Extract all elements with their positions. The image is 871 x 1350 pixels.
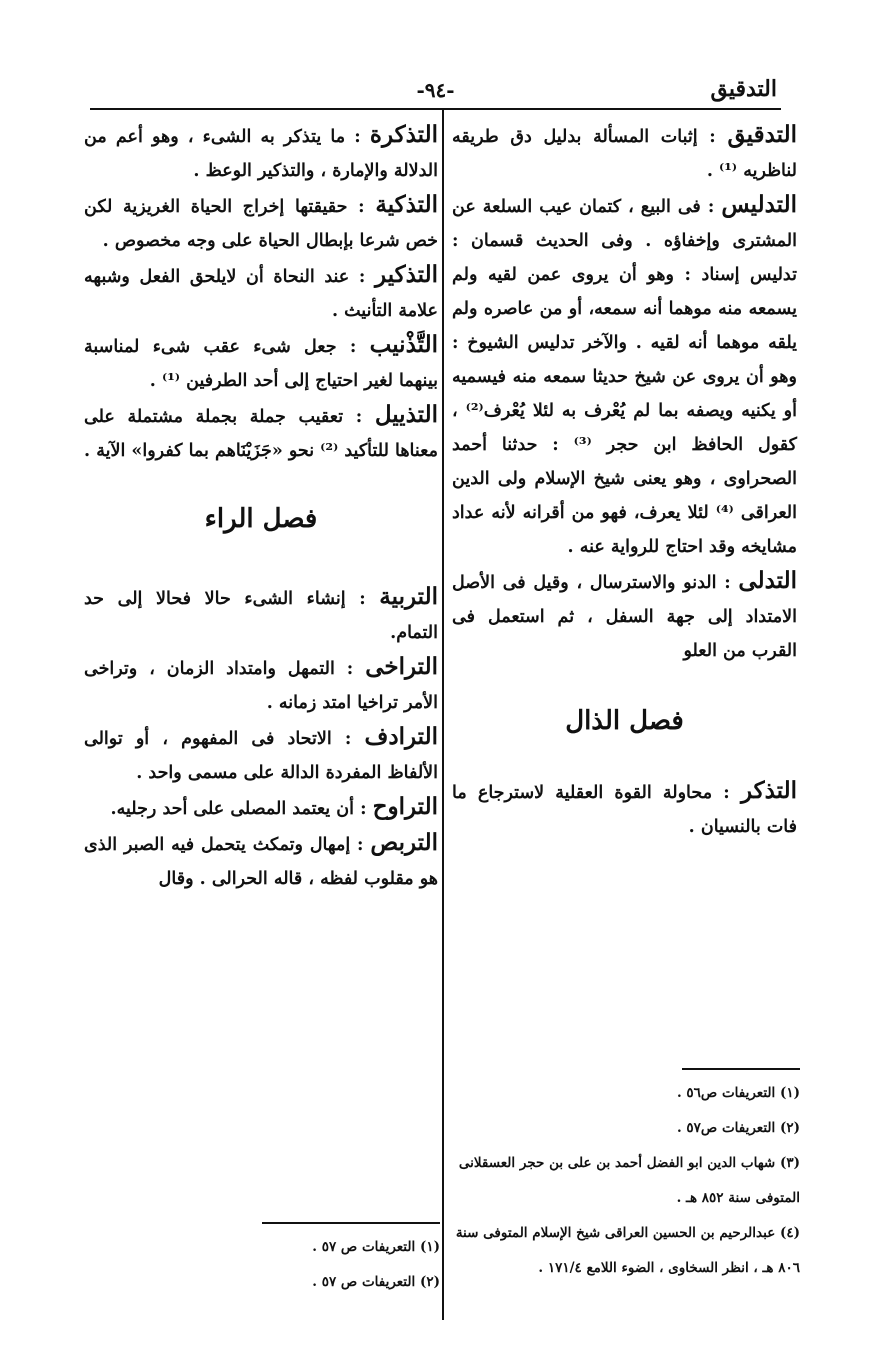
entry [84,650,438,720]
entry-term: التدقيق [727,121,797,148]
entry-term: التذكر [740,777,797,804]
entry [84,118,438,188]
footnote: (٣) شهاب الدين ابو الفضل أحمد بن على بن حجر العسقلانى المتوفى سنة ٨٥٢ هـ . [458,1155,800,1206]
page-header [90,72,781,110]
entry-definition: : أن يعتمد المصلى على أحد رجليه. [110,799,373,819]
entry-definition: : محاولة القوة العقلية لاسترجاع ما فات بالنسيان . [452,783,797,837]
entry-term: التذكير [375,261,438,288]
entry-term: التربية [379,583,438,610]
entry [452,118,797,188]
entry-definition: : جعل شىء عقب شىء لمناسبة بينهما لغير احتياج إلى أحد الطرفين ⁽¹⁾ . [84,337,438,391]
entry-definition: : فى البيع ، كتمان عيب السلعة عن المشترى وإخفاؤه . وفى الحديث قسمان : تدليس إسناد : وهو أن يروى عمن لقيه ولم يسمعه منه موهما أنه سمعه، أو من عاصره ولم يلقه موهما أنه لقيه . والآخر تدليس الشيوخ : وهو أن يروى عن شيخ حديثا سمعه منه فيسميه أو يكنيه ويصفه بما لم يُعْرف به لئلا يُعْرف⁽²⁾ ، كقول الحافظ ابن حجر ⁽³⁾ : حدثنا أحمد الصحراوى ، وهو يعنى شيخ الإسلام ولى الدين العراقى ⁽⁴⁾ لئلا يعرف، فهو من أقرانه لأنه عداد مشايخه وقد احتاج للرواية عنه . [452,197,797,557]
entry-term: التذكية [375,191,438,218]
entry-term: التدلى [738,567,797,594]
entry-definition: : الدنو والاسترسال ، وقيل فى الأصل الامتداد إلى جهة السفل ، ثم استعمل فى القرب من العلو [452,573,797,661]
entry-term: التذييل [374,401,438,428]
footnote: (١) التعريفات ص٥٦ . [677,1085,800,1101]
entry-definition: : ما يتذكر به الشىء ، وهو أعم من الدلالة والإمارة ، والتذكير الوعظ . [84,127,438,181]
entry-term: الترادف [364,723,438,750]
entry-definition: : إمهال وتمكث يتحمل فيه الصبر الذى هو مقلوب لفظه ، قاله الحرالى . وقال [84,835,438,889]
entry [84,188,438,258]
left-footnotes [250,1222,440,1300]
right-footnotes [448,1068,800,1286]
page-number: -٩٤- [416,78,455,102]
entry-term: التَّذْنيب [369,331,438,358]
entry [84,328,438,398]
right-column [452,118,797,844]
footnote: (٢) التعريفات ص ٥٧ . [312,1274,440,1290]
entry-term: التدليس [721,191,797,218]
entry-term: التراوح [372,793,438,820]
entry-definition: : الاتحاد فى المفهوم ، أو توالى الألفاظ المفردة الدالة على مسمى واحد . [84,729,438,783]
entry-definition: : تعقيب جملة بجملة مشتملة على معناها للتأكيد ⁽²⁾ نحو «جَزَيْنَاهم بما كفروا» الآية . [84,407,438,461]
entry-definition: : عند النحاة أن لايلحق الفعل وشبهه علامة التأنيث . [84,267,438,321]
entry-term: التذكرة [369,121,438,148]
left-column [84,118,438,896]
entry-definition: : إثبات المسألة بدليل دق طريقه لناظريه ⁽¹⁾ . [452,127,797,181]
footnote-rule [262,1222,440,1224]
entry [84,790,438,826]
section-title: فصل الراء [204,504,318,534]
footnote-rule [682,1068,800,1070]
running-title: التدقيق [710,76,777,102]
section-title: فصل الذال [565,706,684,736]
entry [452,564,797,668]
entry-term: التراخى [365,653,438,680]
entry [84,398,438,468]
footnote: (١) التعريفات ص ٥٧ . [312,1239,440,1255]
entry [84,826,438,896]
entry-term: التربص [370,829,438,856]
entry-definition: : التمهل وامتداد الزمان ، وتراخى الأمر تراخيا امتد زمانه . [84,659,438,713]
entry [452,774,797,844]
footnote: (٤) عبدالرحيم بن الحسين العراقى شيخ الإسلام المتوفى سنة ٨٠٦ هـ ، انظر السخاوى ، الضوء اللامع ١٧١/٤ . [455,1225,800,1276]
entry-definition: : حقيقتها إخراج الحياة الغريزية لكن خص شرعا بإبطال الحياة على وجه مخصوص . [84,197,438,251]
entry [84,720,438,790]
entry [84,258,438,328]
entry-definition: : إنشاء الشىء حالا فحالا إلى حد التمام. [84,589,438,643]
column-divider [442,110,444,1320]
entry [84,580,438,650]
entry [452,188,797,564]
footnote: (٢) التعريفات ص٥٧ . [677,1120,800,1136]
